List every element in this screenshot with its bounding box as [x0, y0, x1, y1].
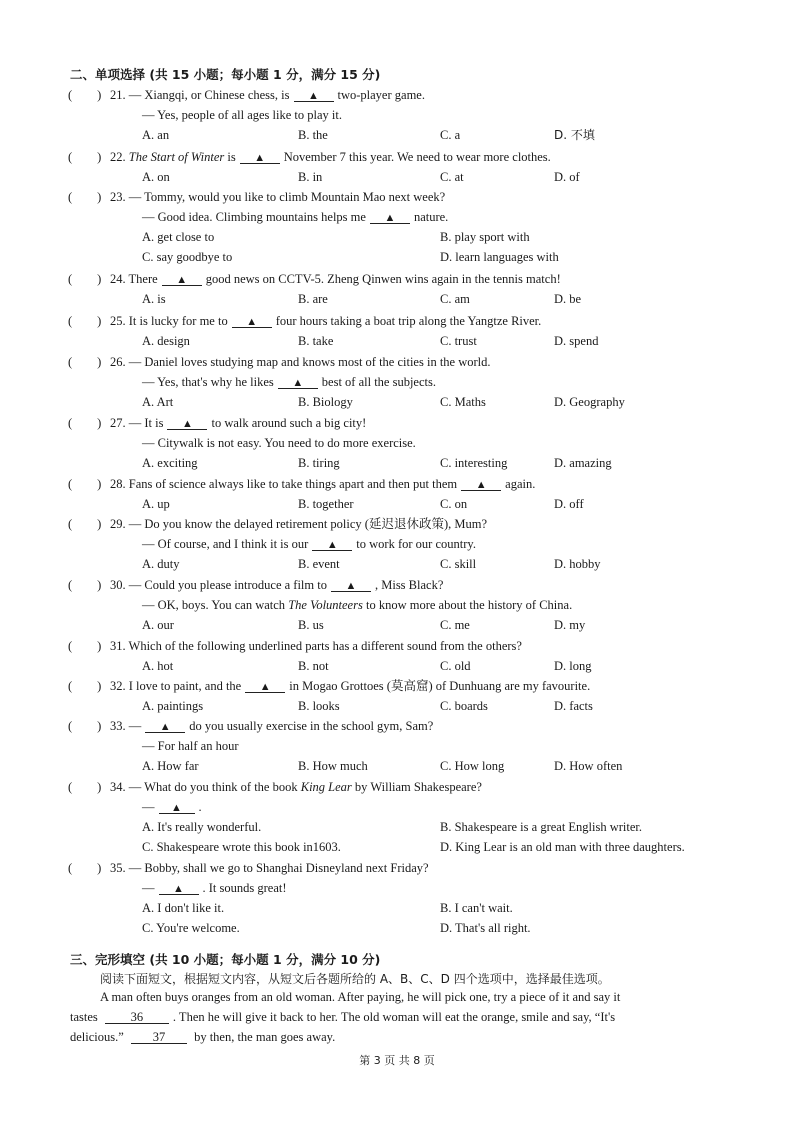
question-text: — Bobby, shall we go to Shanghai Disneyland next Friday?: [128, 861, 429, 875]
answer-blank[interactable]: [232, 314, 272, 328]
section-2-title: 二、单项选择 (共 15 小题；每小题 1 分，满分 15 分): [70, 67, 381, 82]
blank-36[interactable]: 36: [105, 1010, 169, 1024]
option-a[interactable]: A. get close to: [142, 230, 215, 244]
option-a[interactable]: A. our: [142, 618, 174, 632]
question-text: — Of course, and I think it is our: [142, 537, 309, 551]
option-b[interactable]: B. not: [298, 659, 329, 673]
question-text: — Could you please introduce a film to: [128, 578, 327, 592]
blank-marker: ▲: [384, 212, 396, 224]
option-a[interactable]: A. How far: [142, 759, 199, 773]
option-c[interactable]: C. How long: [440, 759, 505, 773]
question-text: .: [198, 800, 202, 814]
question-stem: [110, 780, 482, 794]
question-number: 21.: [110, 88, 126, 102]
option-a[interactable]: A. design: [142, 334, 190, 348]
question-text: — Yes, people of all ages like to play it.: [142, 108, 342, 122]
question-number: 23.: [110, 190, 126, 204]
question-number: 30.: [110, 578, 126, 592]
option-d[interactable]: D. spend: [554, 334, 599, 348]
option-d[interactable]: D. King Lear is an old man with three daughters.: [440, 840, 685, 854]
answer-bracket[interactable]: ( ): [68, 88, 102, 102]
question-stem: [110, 88, 425, 102]
option-b[interactable]: B. in: [298, 170, 323, 184]
question-stem: [110, 639, 522, 653]
question-text: —: [128, 719, 142, 733]
blank-marker: ▲: [308, 90, 319, 102]
question-line: [142, 375, 436, 389]
answer-bracket[interactable]: ( ): [68, 719, 102, 733]
question-stem: [110, 314, 541, 328]
question-stem: [110, 190, 445, 204]
option-c[interactable]: C. You're welcome.: [142, 921, 240, 935]
option-c[interactable]: C. am: [440, 292, 470, 306]
passage-line-3: delicious.” 37 by then, the man goes away.: [70, 1030, 336, 1044]
question-text: . It sounds great!: [202, 881, 287, 895]
option-b[interactable]: B. Shakespeare is a great English writer.: [440, 820, 643, 834]
question-number: 31.: [110, 639, 126, 653]
blank-marker: ▲: [475, 479, 487, 491]
option-c[interactable]: C. trust: [440, 334, 477, 348]
question-34: [68, 780, 748, 860]
question-text: — Xiangqi, or Chinese chess, is: [128, 88, 290, 102]
answer-bracket[interactable]: ( ): [68, 861, 102, 875]
question-text: I love to paint, and the: [128, 679, 242, 693]
question-text: The Volunteers: [288, 598, 363, 612]
question-text: — For half an hour: [142, 739, 239, 753]
option-a[interactable]: A. I don't like it.: [142, 901, 225, 915]
option-a[interactable]: A. paintings: [142, 699, 204, 713]
option-d[interactable]: D. Geography: [554, 395, 625, 409]
answer-blank[interactable]: [167, 416, 207, 430]
answer-blank[interactable]: [461, 477, 501, 491]
option-a[interactable]: A. Art: [142, 395, 174, 409]
answer-bracket[interactable]: ( ): [68, 477, 102, 491]
answer-bracket[interactable]: ( ): [68, 517, 102, 531]
question-35: [68, 861, 748, 941]
option-b[interactable]: B. tiring: [298, 456, 340, 470]
question-text: is: [224, 150, 236, 164]
option-a[interactable]: A. an: [142, 128, 170, 142]
blank-marker: ▲: [176, 274, 188, 286]
question-text: — Tommy, would you like to climb Mountain Mao next week?: [128, 190, 446, 204]
option-d[interactable]: D. That's all right.: [440, 921, 531, 935]
question-number: 24.: [110, 272, 126, 286]
question-stem: [110, 517, 487, 531]
section-3-instruction: 阅读下面短文，根据短文内容，从短文后各题所给的 A、B、C、D 四个选项中，选择最佳选项。: [100, 972, 610, 986]
option-a[interactable]: A. up: [142, 497, 170, 511]
option-d[interactable]: D. long: [554, 659, 592, 673]
question-text: Which of the following underlined parts has a different sound from the others?: [128, 639, 522, 653]
option-b[interactable]: B. us: [298, 618, 324, 632]
option-d[interactable]: D. How often: [554, 759, 623, 773]
blank-marker: ▲: [159, 721, 171, 733]
question-number: 32.: [110, 679, 126, 693]
question-text: two-player game.: [337, 88, 425, 102]
question-stem: [110, 272, 561, 286]
answer-blank[interactable]: [294, 88, 334, 102]
question-stem: [110, 416, 366, 430]
question-number: 25.: [110, 314, 126, 328]
question-text: to work for our country.: [356, 537, 476, 551]
option-d[interactable]: D. 不填: [554, 128, 595, 142]
question-text: — Citywalk is not easy. You need to do more exercise.: [142, 436, 416, 450]
passage-line-2: tastes 36 . Then he will give it back to her. The old woman will eat the orange, smile and say, “It's: [70, 1010, 616, 1024]
question-stem: [110, 578, 443, 592]
option-b[interactable]: B. Biology: [298, 395, 353, 409]
answer-bracket[interactable]: ( ): [68, 272, 102, 286]
blank-marker: ▲: [292, 377, 304, 389]
option-c[interactable]: C. boards: [440, 699, 488, 713]
option-d[interactable]: D. amazing: [554, 456, 612, 470]
option-b[interactable]: B. the: [298, 128, 328, 142]
question-line: [142, 739, 239, 753]
question-text: It is lucky for me to: [128, 314, 228, 328]
option-a[interactable]: A. It's really wonderful.: [142, 820, 262, 834]
question-line: [142, 800, 202, 814]
question-stem: [110, 861, 429, 875]
question-text: to walk around such a big city!: [211, 416, 367, 430]
question-line: [142, 108, 342, 122]
question-number: 28.: [110, 477, 126, 491]
question-stem: [110, 355, 491, 369]
question-number: 26.: [110, 355, 126, 369]
option-b[interactable]: B. How much: [298, 759, 368, 773]
question-line: [142, 210, 448, 224]
answer-blank[interactable]: [370, 210, 410, 224]
question-text: King Lear: [300, 780, 352, 794]
option-d[interactable]: D. facts: [554, 699, 593, 713]
answer-blank[interactable]: [162, 272, 202, 286]
question-number: 27.: [110, 416, 126, 430]
blank-marker: ▲: [259, 681, 271, 693]
question-number: 33.: [110, 719, 126, 733]
blank-37[interactable]: 37: [131, 1030, 187, 1044]
question-number: 29.: [110, 517, 126, 531]
option-c[interactable]: C. say goodbye to: [142, 250, 233, 264]
question-text: in Mogao Grottoes (莫高窟) of Dunhuang are my favourite.: [289, 679, 591, 693]
option-c[interactable]: C. Maths: [440, 395, 486, 409]
option-c[interactable]: C. on: [440, 497, 468, 511]
option-a[interactable]: A. duty: [142, 557, 180, 571]
question-text: again.: [505, 477, 536, 491]
blank-marker: ▲: [182, 418, 193, 430]
answer-blank[interactable]: [240, 150, 280, 164]
question-text: four hours taking a boat trip along the Yangtze River.: [275, 314, 542, 328]
option-b[interactable]: B. together: [298, 497, 354, 511]
question-stem: [110, 719, 433, 733]
blank-marker: ▲: [345, 580, 357, 592]
option-c[interactable]: C. old: [440, 659, 471, 673]
question-text: —: [142, 800, 155, 814]
answer-bracket[interactable]: ( ): [68, 355, 102, 369]
option-a[interactable]: A. exciting: [142, 456, 198, 470]
option-d[interactable]: D. my: [554, 618, 586, 632]
question-text: — It is: [128, 416, 164, 430]
section-3-title: 三、完形填空 (共 10 小题；每小题 1 分，满分 10 分): [70, 952, 381, 967]
answer-bracket[interactable]: ( ): [68, 639, 102, 653]
question-number: 22.: [110, 150, 126, 164]
option-b[interactable]: B. play sport with: [440, 230, 530, 244]
question-text: — What do you think of the book: [128, 780, 301, 794]
question-text: — Daniel loves studying map and knows most of the cities in the world.: [128, 355, 491, 369]
answer-bracket[interactable]: ( ): [68, 679, 102, 693]
option-c[interactable]: C. me: [440, 618, 470, 632]
answer-blank[interactable]: [312, 537, 352, 551]
answer-blank[interactable]: [278, 375, 318, 389]
blank-marker: ▲: [246, 316, 258, 328]
option-b[interactable]: B. are: [298, 292, 328, 306]
question-text: Fans of science always like to take things apart and then put them: [128, 477, 458, 491]
question-stem: [110, 150, 551, 164]
question-text: The Start of Winter: [128, 150, 225, 164]
question-text: — OK, boys. You can watch: [142, 598, 289, 612]
option-a[interactable]: A. hot: [142, 659, 174, 673]
option-c[interactable]: C. a: [440, 128, 461, 142]
option-b[interactable]: B. I can't wait.: [440, 901, 513, 915]
question-line: [142, 436, 416, 450]
question-number: 35.: [110, 861, 126, 875]
option-d[interactable]: D. off: [554, 497, 584, 511]
question-text: nature.: [413, 210, 449, 224]
answer-blank[interactable]: [145, 719, 185, 733]
answer-bracket[interactable]: ( ): [68, 314, 102, 328]
question-text: to know more about the history of China.: [362, 598, 573, 612]
option-c[interactable]: C. Shakespeare wrote this book in1603.: [142, 840, 341, 854]
option-d[interactable]: D. hobby: [554, 557, 601, 571]
option-d[interactable]: D. of: [554, 170, 580, 184]
answer-blank[interactable]: [159, 881, 199, 895]
option-d[interactable]: D. be: [554, 292, 582, 306]
option-b[interactable]: B. event: [298, 557, 340, 571]
question-text: There: [128, 272, 158, 286]
page-footer: 第 3 页 共 8 页: [359, 1054, 435, 1067]
answer-blank[interactable]: [245, 679, 285, 693]
question-number: 34.: [110, 780, 126, 794]
answer-bracket[interactable]: ( ): [68, 780, 102, 794]
answer-bracket[interactable]: ( ): [68, 190, 102, 204]
question-text: good news on CCTV-5. Zheng Qinwen wins again in the tennis match!: [205, 272, 561, 286]
question-text: November 7 this year. We need to wear more clothes.: [283, 150, 551, 164]
answer-blank[interactable]: [159, 800, 195, 814]
question-text: do you usually exercise in the school gym, Sam?: [189, 719, 434, 733]
option-b[interactable]: B. looks: [298, 699, 340, 713]
answer-bracket[interactable]: ( ): [68, 416, 102, 430]
question-line: [142, 598, 572, 612]
question-line: [142, 881, 287, 895]
option-a[interactable]: A. on: [142, 170, 170, 184]
blank-marker: ▲: [254, 152, 266, 164]
option-a[interactable]: A. is: [142, 292, 166, 306]
question-text: — Yes, that's why he likes: [142, 375, 274, 389]
question-stem: [110, 477, 535, 491]
option-b[interactable]: B. take: [298, 334, 334, 348]
question-text: by William Shakespeare?: [351, 780, 482, 794]
blank-marker: ▲: [173, 883, 184, 895]
question-text: best of all the subjects.: [321, 375, 436, 389]
option-d[interactable]: D. learn languages with: [440, 250, 559, 264]
question-23: [68, 190, 748, 270]
answer-blank[interactable]: [331, 578, 371, 592]
question-text: — Do you know the delayed retirement policy (延迟退休政策), Mum?: [128, 517, 488, 531]
blank-marker: ▲: [171, 802, 182, 814]
option-c[interactable]: C. at: [440, 170, 464, 184]
question-text: — Good idea. Climbing mountains helps me: [142, 210, 366, 224]
question-line: [142, 537, 476, 551]
option-c[interactable]: C. interesting: [440, 456, 508, 470]
blank-marker: ▲: [326, 539, 338, 551]
option-c[interactable]: C. skill: [440, 557, 477, 571]
question-text: , Miss Black?: [374, 578, 444, 592]
answer-bracket[interactable]: ( ): [68, 578, 102, 592]
passage-line-1: A man often buys oranges from an old woman. After paying, he will pick one, try a piece of it and say it: [100, 990, 621, 1004]
question-text: —: [142, 881, 155, 895]
answer-bracket[interactable]: ( ): [68, 150, 102, 164]
question-stem: [110, 679, 590, 693]
